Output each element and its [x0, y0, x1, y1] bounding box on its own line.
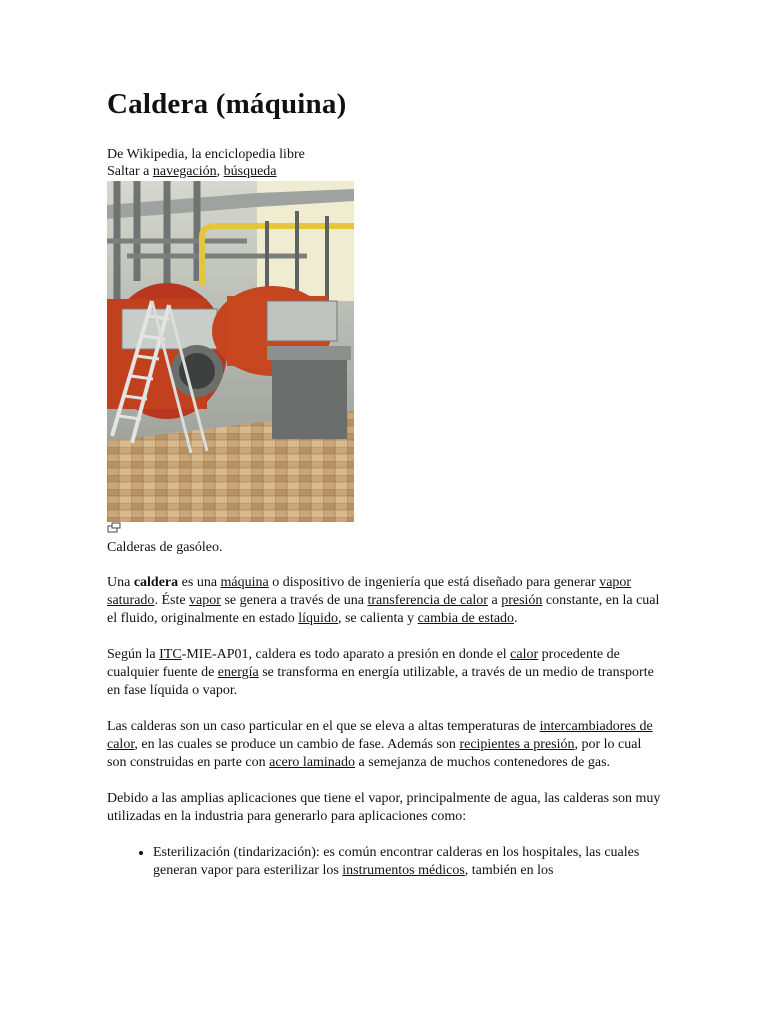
paragraph-2 — [107, 646, 662, 700]
list-item — [153, 844, 662, 880]
jump-prefix: Saltar a — [107, 164, 153, 179]
liquido-link[interactable]: líquido — [298, 611, 338, 626]
p1-text: . — [514, 611, 518, 626]
p2-text: Según la — [107, 647, 160, 662]
p3-text: , por lo cual son construidas en parte con — [107, 737, 642, 770]
paragraph-1 — [107, 574, 662, 628]
boiler-photo[interactable] — [107, 181, 354, 522]
page-meta — [107, 146, 305, 180]
navigation-link[interactable]: navegación — [152, 164, 217, 179]
jump-separator: , — [216, 164, 224, 179]
article-body — [107, 574, 662, 880]
image-caption: Calderas de gasóleo. — [107, 540, 223, 555]
vapor-link[interactable]: vapor — [189, 593, 221, 608]
itc-link[interactable]: ITC — [159, 647, 182, 662]
enlarge-icon[interactable] — [107, 522, 121, 533]
p1-text: constante, en la cual el fluido, originalmente en estado — [107, 593, 660, 626]
transferencia-de-calor-link[interactable]: transferencia de calor — [367, 593, 488, 608]
cambia-de-estado-link[interactable]: cambia de estado — [417, 611, 515, 626]
subtitle: De Wikipedia, la enciclopedia libre — [107, 147, 305, 162]
acero-laminado-link[interactable]: acero laminado — [269, 755, 356, 770]
p2-text: se transforma en energía utilizable, a través de un medio de transporte en fase líquida o vapor. — [107, 665, 654, 698]
p3-text: a semejanza de muchos contenedores de gas. — [355, 755, 611, 770]
p2-text: -MIE-AP01, caldera es todo aparato a presión en donde el — [181, 647, 511, 662]
page-title: Caldera (máquina) — [107, 88, 347, 120]
calor-link[interactable]: calor — [510, 647, 539, 662]
p2-text: procedente de cualquier fuente de — [107, 647, 620, 680]
p1-text: , se calienta y — [337, 611, 418, 626]
paragraph-4: Debido a las amplias aplicaciones que tiene el vapor, principalmente de agua, las calderas son muy utilizadas en la industria para generarlo para aplicaciones como: — [107, 791, 661, 824]
p1-text: es una — [178, 575, 221, 590]
vapor-saturado-link[interactable]: vapor saturado — [107, 575, 632, 608]
presion-link[interactable]: presión — [501, 593, 543, 608]
list-item-text: , también en los — [464, 863, 554, 878]
p3-text: , en las cuales se produce un cambio de fase. Además son — [134, 737, 460, 752]
p1-text: o dispositivo de ingeniería que está diseñado para generar — [268, 575, 600, 590]
p1-text: se genera a través de una — [220, 593, 368, 608]
p1-text: Una — [107, 575, 134, 590]
instrumentos-medicos-link[interactable]: instrumentos médicos — [342, 863, 465, 878]
recipientes-a-presion-link[interactable]: recipientes a presión — [459, 737, 575, 752]
p3-text: Las calderas son un caso particular en el que se eleva a altas temperaturas de — [107, 719, 540, 734]
paragraph-3 — [107, 718, 662, 772]
applications-list — [107, 844, 662, 880]
list-item-text: Esterilización (tindarización): es común encontrar calderas en los hospitales, las cuales generan vapor para esterilizar los — [153, 845, 640, 878]
jump-links — [107, 163, 305, 180]
search-link[interactable]: búsqueda — [223, 164, 277, 179]
p1-text: . Éste — [154, 593, 190, 608]
intercambiadores-de-calor-link[interactable]: intercambiadores de calor — [107, 719, 653, 752]
p1-text: a — [487, 593, 502, 608]
maquina-link[interactable]: máquina — [220, 575, 269, 590]
caldera-bold: caldera — [133, 575, 179, 590]
energia-link[interactable]: energía — [217, 665, 259, 680]
